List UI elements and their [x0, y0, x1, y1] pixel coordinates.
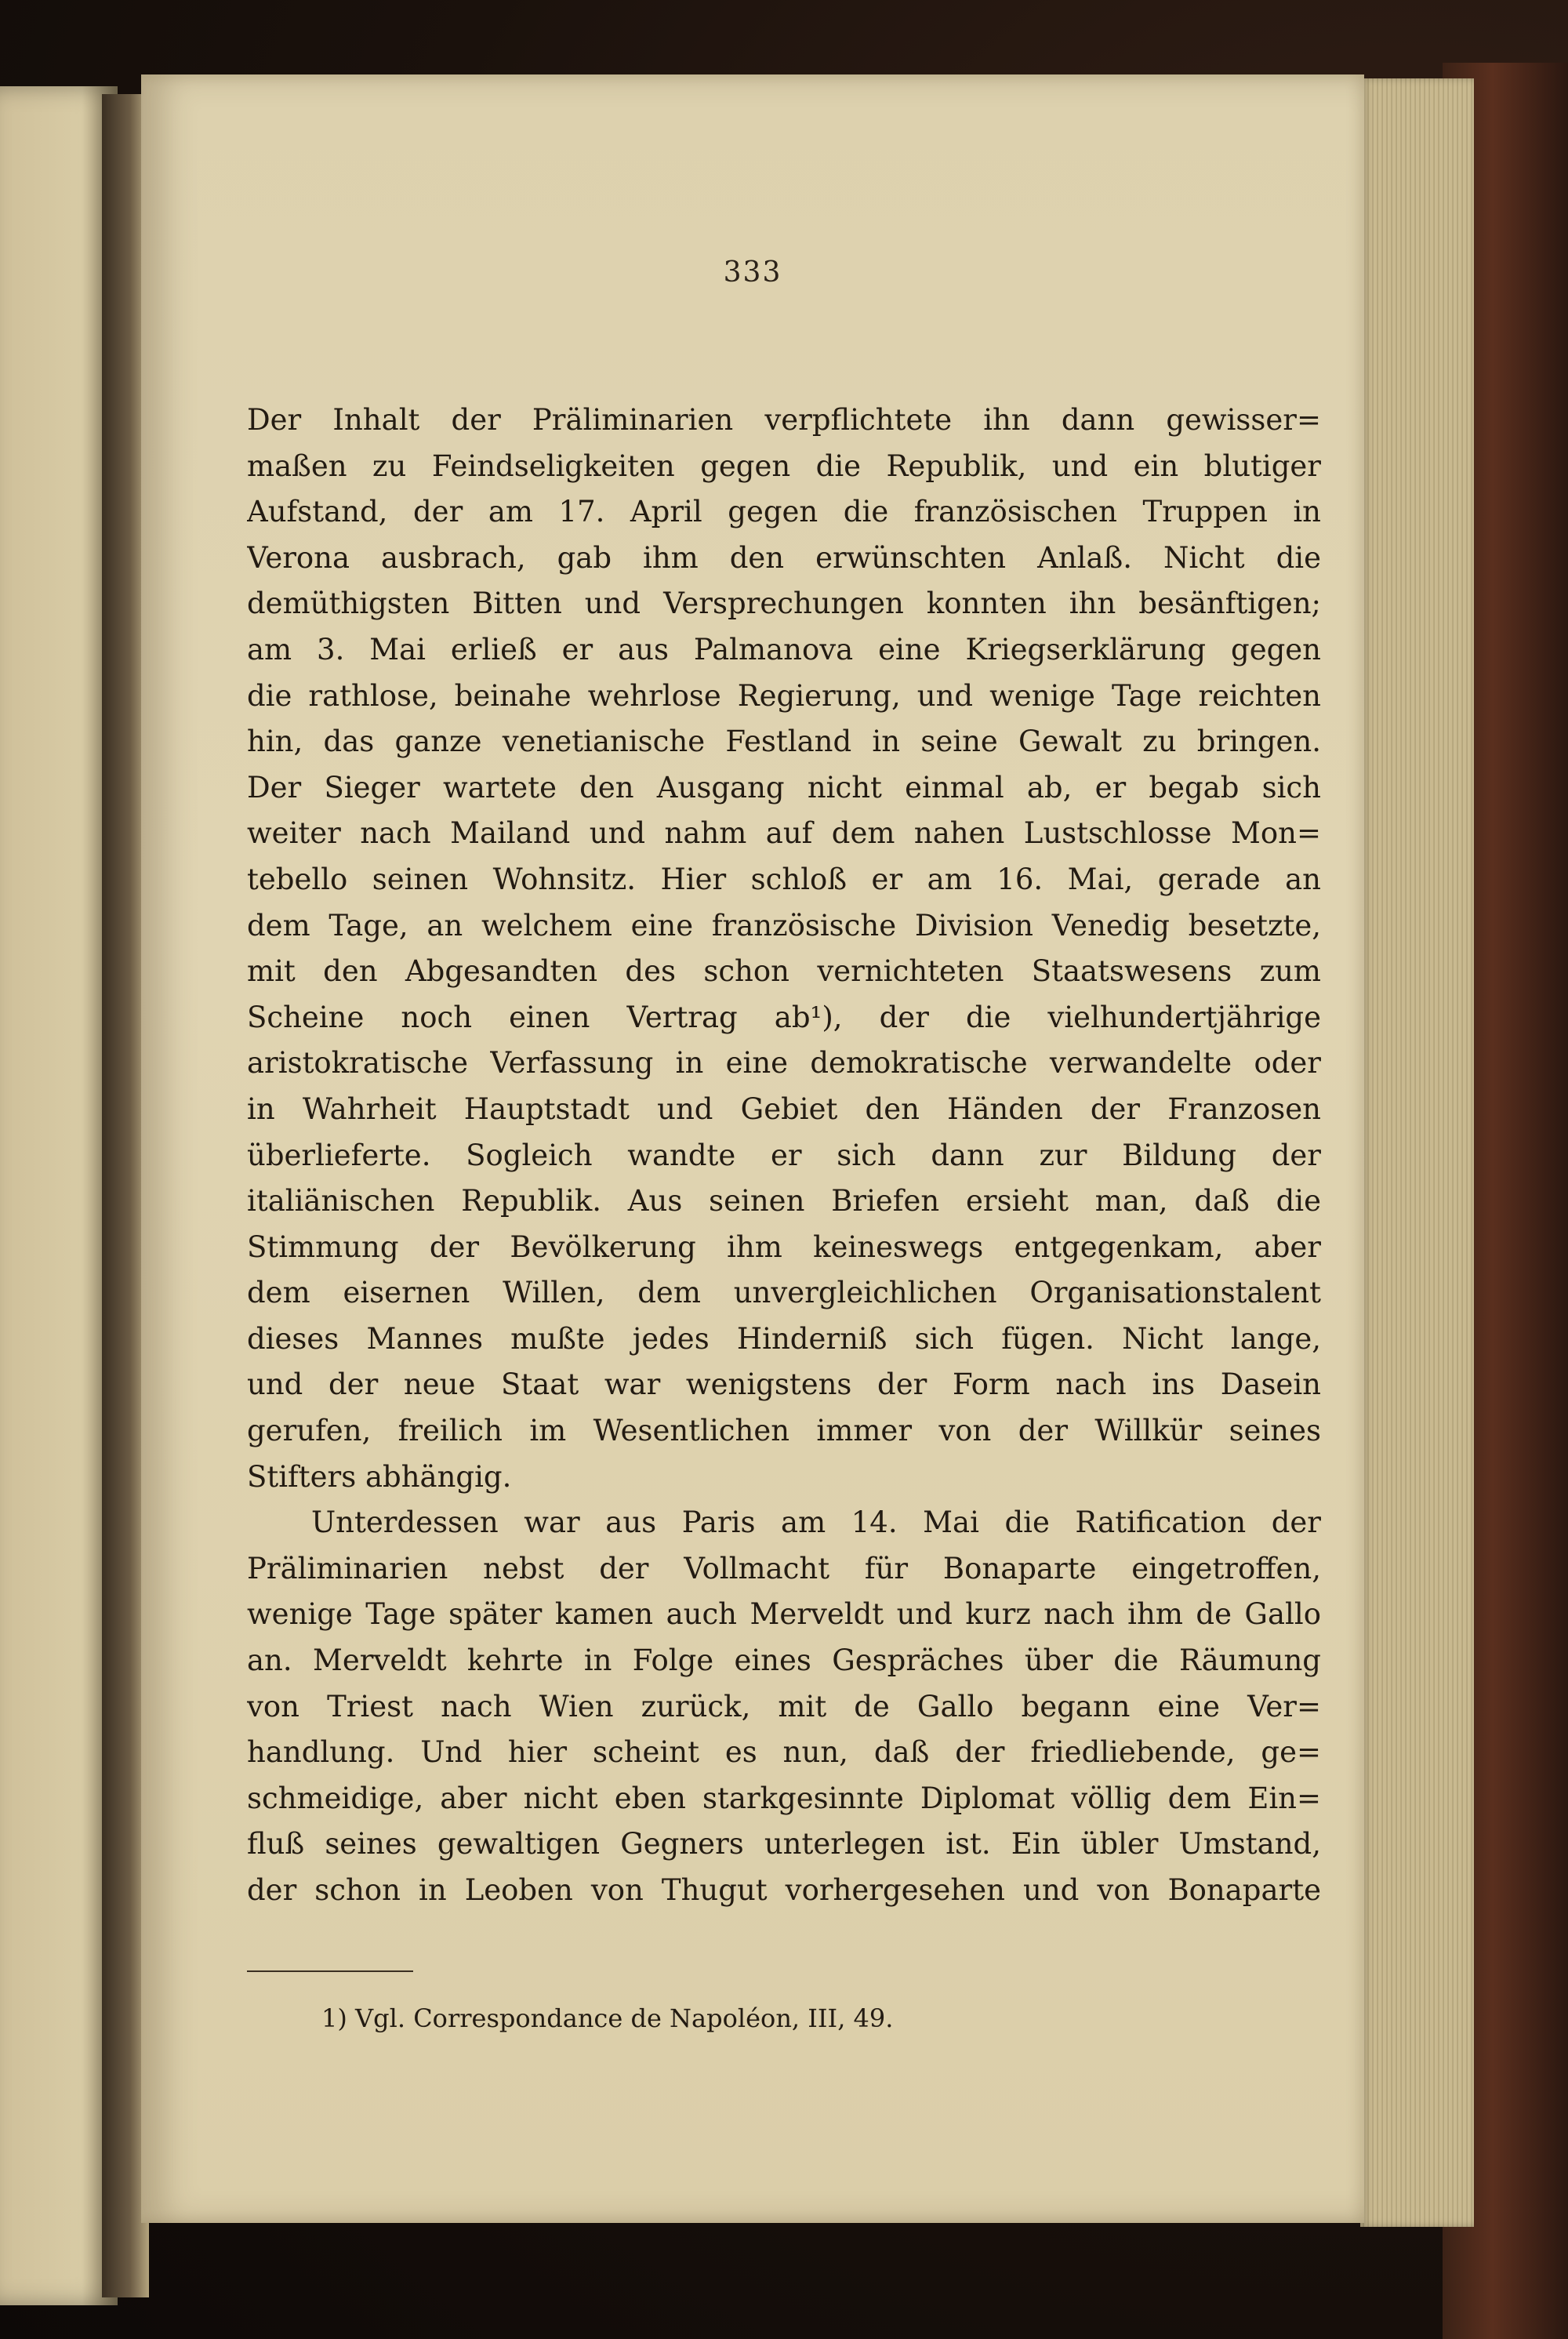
text-line: Der Sieger wartete den Ausgang nicht einmal ab, er begab sich [247, 770, 1321, 804]
text-line: maßen zu Feindseligkeiten gegen die Republik, und ein blutiger [247, 449, 1321, 483]
text-line: die rathlose, beinahe wehrlose Regierung, und wenige Tage reichten [247, 678, 1321, 713]
text-line: Der Inhalt der Präliminarien verpflichtete ihn dann gewisser= [247, 403, 1321, 437]
text-line: dem Tage, an welchem eine französische Division Venedig besetzte, [247, 908, 1321, 943]
text-line: von Triest nach Wien zurück, mit de Gallo begann eine Ver= [247, 1689, 1321, 1723]
text-line: handlung. Und hier scheint es nun, daß der friedliebende, ge= [247, 1735, 1321, 1770]
text-line: und der neue Staat war wenigstens der Form nach ins Dasein [247, 1367, 1321, 1402]
text-line: Stimmung der Bevölkerung ihm keineswegs entgegenkam, aber [247, 1229, 1321, 1264]
text-line: Scheine noch einen Vertrag ab¹), der die vielhundertjährige [247, 1000, 1321, 1034]
text-line: demüthigsten Bitten und Versprechungen konnten ihn besänftigen; [247, 587, 1321, 621]
footnote-divider [247, 1970, 413, 1972]
text-line: an. Merveldt kehrte in Folge eines Gespräches über die Räumung [247, 1643, 1321, 1678]
text-line: in Wahrheit Hauptstadt und Gebiet den Händen der Franzosen [247, 1091, 1321, 1126]
book-page [141, 74, 1364, 2223]
text-line: wenige Tage später kamen auch Merveldt und kurz nach ihm de Gallo [247, 1597, 1321, 1632]
text-line: tebello seinen Wohnsitz. Hier schloß er am 16. Mai, gerade an [247, 862, 1321, 896]
text-line: hin, das ganze venetianische Festland in seine Gewalt zu bringen. [247, 725, 1321, 759]
text-line: schmeidige, aber nicht eben starkgesinnte Diplomat völlig dem Ein= [247, 1781, 1321, 1815]
text-line: Präliminarien nebst der Vollmacht für Bonaparte eingetroffen, [247, 1551, 1321, 1585]
text-line: dem eisernen Willen, dem unvergleichlichen Organisationstalent [247, 1276, 1321, 1310]
text-line: italiänischen Republik. Aus seinen Briefen ersieht man, daß die [247, 1184, 1321, 1219]
text-line: mit den Abgesandten des schon vernichteten Staatswesens zum [247, 954, 1321, 989]
footnote: 1) Vgl. Correspondance de Napoléon, III, 49. [321, 2003, 894, 2033]
text-line: Unterdessen war aus Paris am 14. Mai die Ratification der [311, 1505, 1321, 1540]
text-line: Verona ausbrach, gab ihm den erwünschten Anlaß. Nicht die [247, 540, 1321, 575]
text-line: dieses Mannes mußte jedes Hinderniß sich fügen. Nicht lange, [247, 1321, 1321, 1356]
text-line: Stifters abhängig. [247, 1459, 512, 1494]
left-page [0, 86, 118, 2305]
text-line: überlieferte. Sogleich wandte er sich dann zur Bildung der [247, 1138, 1321, 1172]
body-text [247, 398, 1321, 1914]
page-number: 333 [723, 256, 782, 289]
text-line: weiter nach Mailand und nahm auf dem nahen Lustschlosse Mon= [247, 816, 1321, 851]
text-line: aristokratische Verfassung in eine demokratische verwandelte oder [247, 1046, 1321, 1081]
text-line: der schon in Leoben von Thugut vorhergesehen und von Bonaparte [247, 1873, 1321, 1907]
text-line: fluß seines gewaltigen Gegners unterlegen ist. Ein übler Umstand, [247, 1827, 1321, 1861]
text-line: gerufen, freilich im Wesentlichen immer von der Willkür seines [247, 1414, 1321, 1448]
text-line: Aufstand, der am 17. April gegen die französischen Truppen in [247, 495, 1321, 529]
page-edges [1360, 78, 1474, 2227]
text-line: am 3. Mai erließ er aus Palmanova eine Kriegserklärung gegen [247, 632, 1321, 666]
